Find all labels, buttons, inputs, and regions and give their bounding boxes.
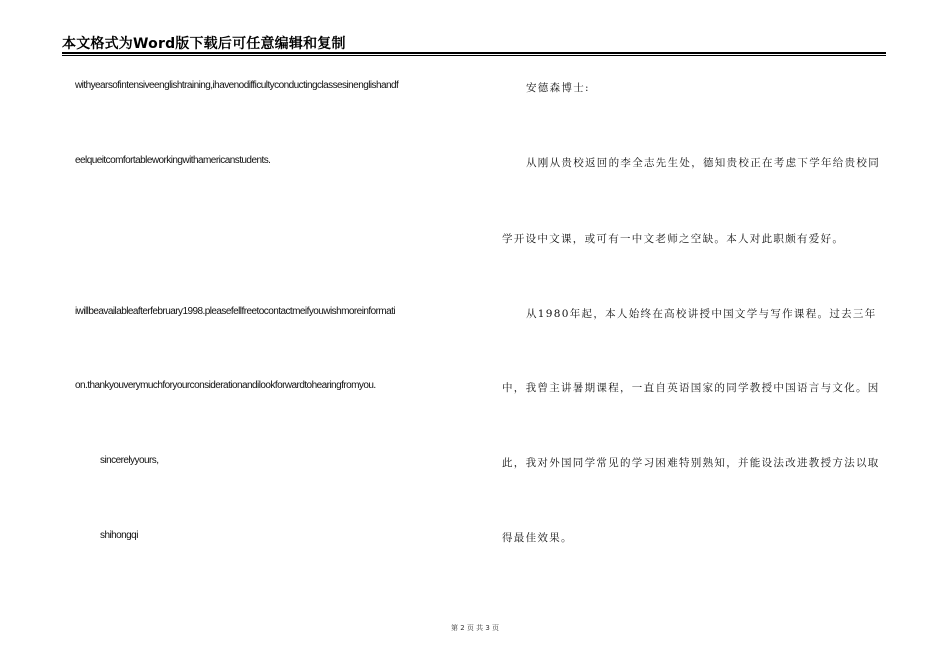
right-line-2: 从刚从贵校返回的李全志先生处，德知贵校正在考虑下学年给贵校同 xyxy=(526,157,880,169)
header-rule xyxy=(62,52,886,54)
signature-name: shihongqi xyxy=(100,530,138,541)
header-rule-thin xyxy=(62,55,886,56)
document-header-title: 本文格式为Word版下载后可任意编辑和复制 xyxy=(62,36,346,52)
left-line-3: iwillbeavailableafterfebruary1998.pleasefellfreetocontactmeifyouwishmoreinformati xyxy=(75,306,396,317)
right-line-4: 从1980年起，本人始终在高校讲授中国文学与写作课程。过去三年 xyxy=(526,308,877,320)
right-line-5: 中，我曾主讲暑期课程，一直自英语国家的同学教授中国语言与文化。因 xyxy=(502,382,880,394)
right-line-3: 学开设中文课，或可有一中文老师之空缺。本人对此职颇有爱好。 xyxy=(502,233,845,245)
left-line-2: eelqueitcomfortableworkingwithamericanstudents. xyxy=(75,155,271,166)
right-line-6: 此，我对外国同学常见的学习困难特别熟知，并能设法改进教授方法以取 xyxy=(502,457,880,469)
page-number-footer: 第 2 页 共 3 页 xyxy=(450,624,500,632)
right-line-7: 得最佳效果。 xyxy=(502,532,573,544)
right-line-1: 安德森博士: xyxy=(526,82,590,94)
left-line-1: withyearsofintensiveenglishtraining,ihavenodifficultyconductingclassesinenglishandf xyxy=(75,80,399,91)
left-line-4: on.thankyouverymuchforyourconsiderationandilookforwardtohearingfromyou. xyxy=(75,380,376,391)
closing-salutation: sincerelyyours, xyxy=(100,455,159,466)
